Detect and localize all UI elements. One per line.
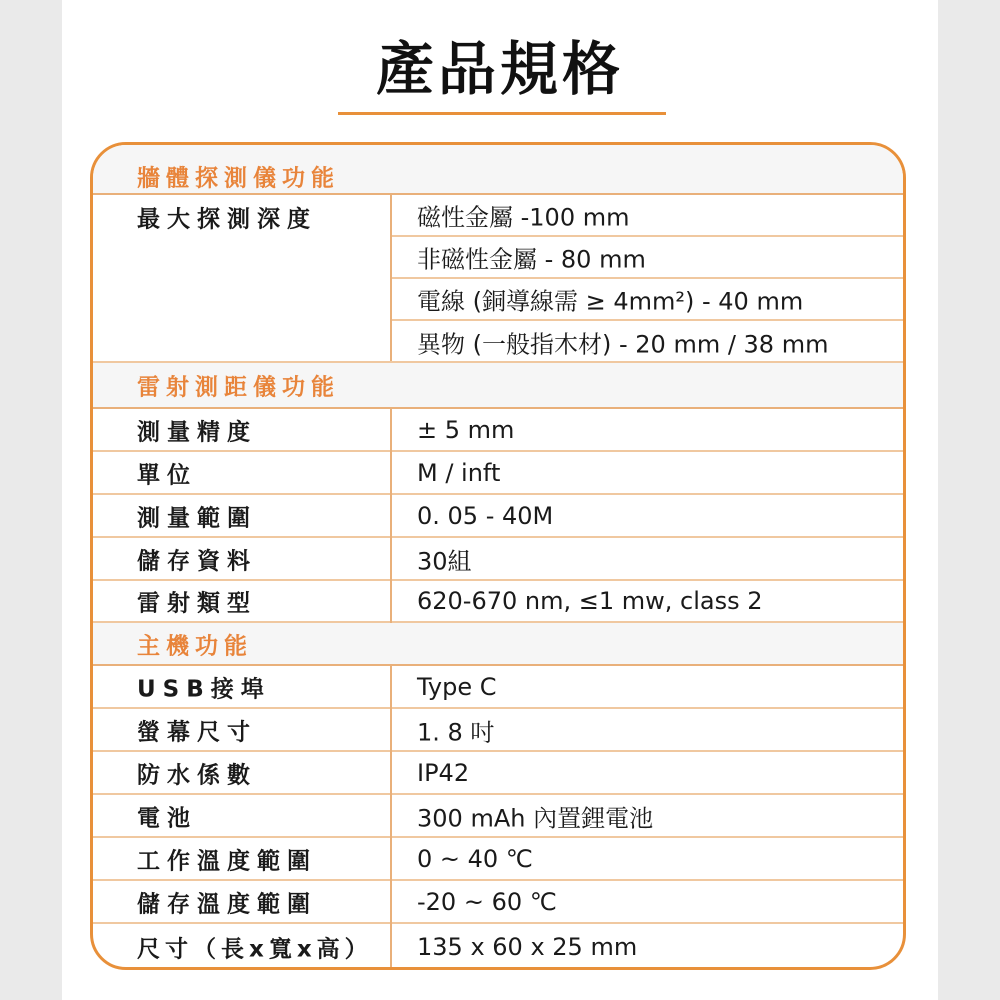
column-divider xyxy=(390,795,392,838)
spec-row xyxy=(93,709,903,752)
spec-key: 工作溫度範圍 xyxy=(137,848,317,874)
column-divider xyxy=(390,409,392,452)
spec-row xyxy=(93,581,903,623)
column-divider xyxy=(390,666,392,709)
depth-value-magnetic: 磁性金屬 -100 mm xyxy=(417,203,630,232)
section-header-host xyxy=(93,623,903,666)
spec-key: 儲存資料 xyxy=(137,548,257,574)
spec-key: 單位 xyxy=(137,462,197,488)
spec-key: 測量精度 xyxy=(137,419,257,445)
spec-row xyxy=(93,452,903,495)
spec-row xyxy=(93,752,903,795)
depth-value-foreign: 異物 (一般指木材) - 20 mm / 38 mm xyxy=(417,330,829,359)
spec-value: 300 mAh 內置鋰電池 xyxy=(417,804,654,832)
depth-value-row xyxy=(392,279,903,321)
spec-key: 螢幕尺寸 xyxy=(137,719,257,745)
spec-value: 30組 xyxy=(417,547,472,575)
column-divider xyxy=(390,881,392,924)
section-label-host: 主機功能 xyxy=(137,633,253,659)
spec-key: 儲存溫度範圍 xyxy=(137,891,317,917)
spec-value: IP42 xyxy=(417,758,470,787)
column-divider xyxy=(390,752,392,795)
section-header-laser xyxy=(93,363,903,409)
spec-row xyxy=(93,666,903,709)
depth-value-row xyxy=(392,321,903,363)
column-divider xyxy=(390,495,392,538)
spec-row xyxy=(93,495,903,538)
spec-table xyxy=(90,142,906,970)
column-divider xyxy=(390,924,392,970)
spec-value: 0 ~ 40 ℃ xyxy=(417,844,533,873)
spec-value: Type C xyxy=(417,672,497,701)
column-divider xyxy=(390,838,392,881)
spec-value: -20 ~ 60 ℃ xyxy=(417,887,557,916)
spec-row xyxy=(93,838,903,881)
spec-row-max-depth xyxy=(93,195,903,363)
spec-key-max-depth: 最大探測深度 xyxy=(137,206,317,233)
spec-page xyxy=(62,0,938,1000)
spec-value: 1. 8 吋 xyxy=(417,718,495,746)
spec-row xyxy=(93,538,903,581)
spec-key: 防水係數 xyxy=(137,762,257,788)
spec-row xyxy=(93,409,903,452)
column-divider xyxy=(390,709,392,752)
spec-value: 0. 05 - 40M xyxy=(417,501,554,530)
spec-key: USB接埠 xyxy=(137,676,271,702)
title-underline xyxy=(338,112,666,115)
depth-value-nonmagnetic: 非磁性金屬 - 80 mm xyxy=(417,245,646,274)
column-divider xyxy=(390,538,392,581)
spec-key: 測量範圍 xyxy=(137,505,257,531)
depth-value-wire: 電線 (銅導線需 ≥ 4mm²) - 40 mm xyxy=(417,287,804,316)
section-header-wall xyxy=(93,145,903,195)
spec-key: 雷射類型 xyxy=(137,590,257,617)
spec-key: 尺寸（長x寬x高） xyxy=(137,936,373,963)
spec-value: 135 x 60 x 25 mm xyxy=(417,933,638,961)
page-title: 產品規格 xyxy=(375,35,624,103)
spec-row xyxy=(93,881,903,924)
spec-key: 電池 xyxy=(137,805,197,831)
section-label-wall: 牆體探測儀功能 xyxy=(137,165,340,192)
spec-value: ± 5 mm xyxy=(417,415,515,444)
spec-row xyxy=(93,924,903,970)
depth-value-row xyxy=(392,195,903,237)
depth-value-row xyxy=(392,237,903,279)
section-label-laser: 雷射測距儀功能 xyxy=(137,374,340,401)
spec-value: 620-670 nm, ≤1 mw, class 2 xyxy=(417,587,763,615)
column-divider xyxy=(390,452,392,495)
spec-value: M / inft xyxy=(417,458,501,487)
column-divider xyxy=(390,581,392,623)
spec-row xyxy=(93,795,903,838)
